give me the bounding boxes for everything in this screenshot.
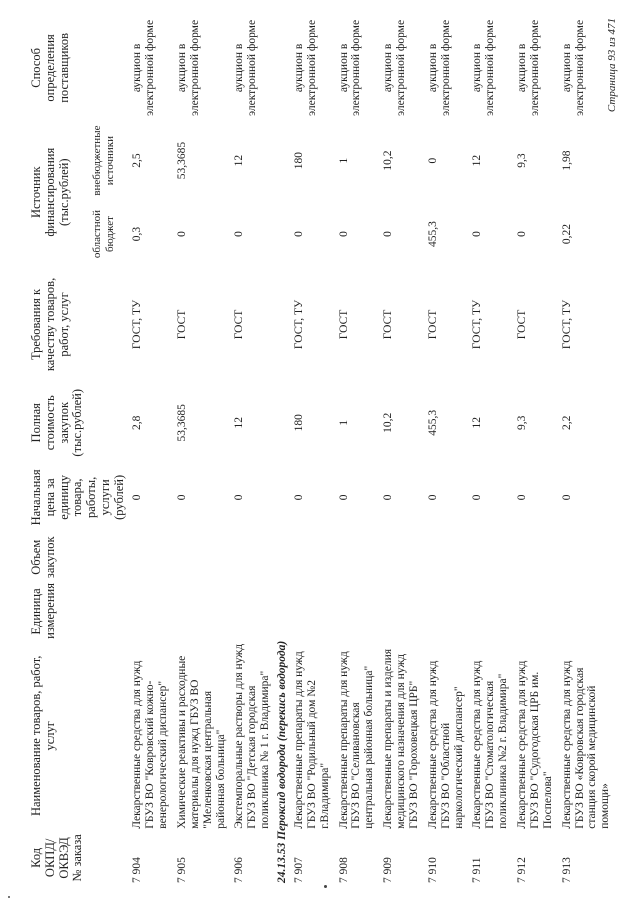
row-unit-price: 0 <box>337 494 350 501</box>
row-unit-price: 0 <box>382 494 395 501</box>
table-row <box>558 17 616 885</box>
row-code: 7 912 <box>516 857 528 883</box>
row-volume <box>558 532 616 582</box>
row-funding-offbudget: 1,98 <box>560 150 573 171</box>
row-method: аукцион в электронной форме <box>337 19 363 116</box>
header-method: Способ определения поставщиков <box>29 33 71 103</box>
header-funding-regional: областной бюджет <box>91 209 116 259</box>
row-funding-regional: 0 <box>233 231 246 237</box>
header-unit-price: Начальная цена за единицу товара, работы, услуги (рублей) <box>29 469 126 526</box>
row-method: аукцион в электронной форме <box>471 19 497 116</box>
row-total-cost: 2,2 <box>560 415 573 430</box>
row-volume <box>379 532 424 582</box>
row-unit-price: 0 <box>175 494 188 501</box>
header-requirements: Требования к качеству товаров, работ, услуг <box>29 277 71 372</box>
row-funding-regional: 0,3 <box>131 226 144 242</box>
row-total-cost: 9,3 <box>516 415 528 430</box>
row-name: Лекарственные препараты и изделия медицинского назначения для нужд ГБУЗ ВО "Гороховецкая ЦРБ" <box>382 648 420 829</box>
table-body <box>128 17 615 885</box>
row-unit <box>230 582 275 641</box>
page-footer: Страница 93 из 471 <box>606 18 618 113</box>
row-requirements: ГОСТ <box>516 309 528 340</box>
row-code: 7 913 <box>560 857 573 883</box>
row-volume <box>230 532 275 582</box>
row-funding-offbudget: 180 <box>292 151 305 170</box>
header-code: Код ОКПД/ ОКВЭД № заказа <box>29 834 85 882</box>
row-total-cost: 180 <box>292 414 305 432</box>
row-funding-offbudget: 10,2 <box>382 150 395 171</box>
table-row <box>513 17 558 885</box>
row-funding-offbudget: 2,5 <box>131 153 144 168</box>
row-funding-offbudget: 12 <box>471 154 484 167</box>
row-requirements: ГОСТ, ТУ <box>560 299 573 350</box>
row-volume <box>335 532 380 582</box>
row-unit <box>558 582 616 641</box>
row-method: аукцион в электронной форме <box>175 19 201 116</box>
header-funding-offbudget: внебюджетные источники <box>91 125 116 196</box>
row-unit <box>468 582 513 641</box>
procurement-table <box>28 17 615 885</box>
row-unit <box>335 582 380 641</box>
row-funding-offbudget: 12 <box>233 154 246 167</box>
header-volume: Объем закупок <box>29 536 57 579</box>
header-unit: Единица измерения <box>29 583 57 639</box>
row-unit-price: 0 <box>471 494 484 501</box>
row-code: 7 908 <box>337 857 350 883</box>
row-funding-regional: 0,22 <box>560 223 573 245</box>
row-method: аукцион в электронной форме <box>382 19 407 116</box>
table-row <box>424 17 469 885</box>
table-row <box>173 17 231 885</box>
row-funding-regional: 0 <box>516 231 528 237</box>
row-volume <box>128 532 173 582</box>
row-total-cost: 1 <box>337 419 350 426</box>
row-volume <box>173 532 231 582</box>
row-requirements: ГОСТ, ТУ <box>292 299 305 350</box>
row-name: Лекарственные средства для нужд ГБУЗ ВО "Областной наркологический диспансер" <box>426 660 465 829</box>
row-unit-price: 0 <box>131 494 144 501</box>
table-group-row <box>275 17 290 885</box>
row-unit <box>379 582 424 641</box>
row-name: Лекарственные препараты для нужд ГБУЗ ВО "Селивановская центральная районная больница" <box>337 651 376 829</box>
row-method: аукцион в электронной форме <box>516 19 541 116</box>
row-funding-offbudget: 1 <box>337 157 350 164</box>
row-name: Лекарственные средства для нужд ГБУЗ ВО "Судогодская ЦРБ им. Поспелова" <box>516 660 554 829</box>
row-unit-price: 0 <box>426 494 439 501</box>
row-funding-regional: 455,3 <box>426 221 439 247</box>
row-method: аукцион в электронной форме <box>426 19 452 116</box>
row-method: аукцион в электронной форме <box>131 19 157 116</box>
row-requirements: ГОСТ <box>175 309 188 340</box>
row-total-cost: 10,2 <box>382 412 395 433</box>
row-method: аукцион в электронной форме <box>560 19 586 116</box>
table-row <box>290 17 335 885</box>
row-name: Химические реактивы и расходные материалы для нужд ГБУЗ ВО "Меленковская центральная районная больница" <box>175 655 227 829</box>
scan-dot-small <box>8 896 10 898</box>
row-unit <box>424 582 469 641</box>
row-code: 7 906 <box>233 857 246 883</box>
header-total-cost: Полная стоимость закупок (тыс.рублей) <box>29 389 85 457</box>
row-total-cost: 53,3685 <box>175 404 188 442</box>
row-volume <box>290 532 335 582</box>
row-unit-price: 0 <box>233 494 246 501</box>
row-volume <box>513 532 558 582</box>
row-unit-price: 0 <box>516 494 528 501</box>
row-code: 7 909 <box>382 857 395 883</box>
row-funding-regional: 0 <box>292 231 305 237</box>
header-name: Наименование товаров, работ, услуг <box>29 655 57 817</box>
row-total-cost: 12 <box>471 417 484 429</box>
row-code: 7 910 <box>426 857 439 883</box>
row-name: Лекарственные средства для нужд ГБУЗ ВО "Стоматологическая поликлиника №2 г. Владимира" <box>471 660 510 829</box>
row-requirements: ГОСТ, ТУ <box>131 299 144 350</box>
table-row <box>335 17 380 885</box>
row-funding-offbudget: 53,3685 <box>175 141 188 180</box>
row-requirements: ГОСТ <box>337 309 350 340</box>
row-name: Лекарственные средства для нужд ГБУЗ ВО «Ковровская городская станция скорой медицинской помощи» <box>560 660 612 829</box>
row-name: Лекарственные средства для нужд ГБУЗ ВО "Ковровский кожно-венерологический диспансер" <box>131 660 169 829</box>
row-method: аукцион в электронной форме <box>292 19 318 116</box>
table-header-row <box>28 17 89 885</box>
row-funding-regional: 0 <box>471 231 484 237</box>
scan-dot <box>324 885 327 888</box>
table-row <box>230 17 275 885</box>
row-volume <box>424 532 469 582</box>
table-row <box>128 17 173 885</box>
row-requirements: ГОСТ, ТУ <box>471 299 484 350</box>
row-code: 7 911 <box>471 857 484 883</box>
row-code: 7 907 <box>292 857 305 883</box>
row-total-cost: 455,3 <box>426 409 439 436</box>
row-requirements: ГОСТ <box>382 309 395 340</box>
table-row <box>468 17 513 885</box>
group-heading: 24.13.53 Пероксид водорода (перекись водорода) <box>276 640 288 883</box>
row-funding-offbudget: 9,3 <box>516 153 528 168</box>
row-code: 7 905 <box>175 857 188 883</box>
row-code: 7 904 <box>131 857 144 883</box>
row-requirements: ГОСТ <box>426 309 439 340</box>
row-total-cost: 12 <box>233 417 246 429</box>
header-funding: Источник финансирования (тыс.рублей) <box>29 147 71 237</box>
row-funding-regional: 0 <box>382 231 395 237</box>
row-requirements: ГОСТ <box>233 309 246 340</box>
table-row <box>379 17 424 885</box>
row-name: Лекарственные препараты для нужд ГБУЗ ВО "Родильный дом №2 г.Владимира" <box>292 651 331 829</box>
row-funding-offbudget: 0 <box>426 157 439 164</box>
row-funding-regional: 0 <box>337 231 350 237</box>
row-total-cost: 2,8 <box>131 415 144 430</box>
row-unit-price: 0 <box>292 494 305 501</box>
row-unit <box>173 582 231 641</box>
row-volume <box>468 532 513 582</box>
row-unit <box>290 582 335 641</box>
row-method: аукцион в электронной форме <box>233 19 259 116</box>
row-unit <box>128 582 173 641</box>
row-funding-regional: 0 <box>175 231 188 237</box>
row-name: Экстемпоральные растворы для нужд ГБУЗ ВО "Детская городская поликлиника № 1 г. Владимира" <box>233 643 272 829</box>
row-unit-price: 0 <box>560 494 573 501</box>
row-unit <box>513 582 558 641</box>
